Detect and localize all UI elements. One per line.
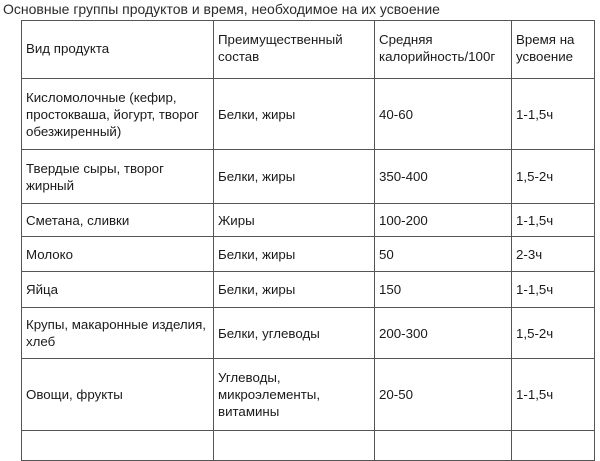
table-row	[22, 272, 595, 308]
table-row	[22, 204, 595, 237]
cell-product: Твердые сыры, творог жирный	[22, 150, 214, 204]
cell-product: Кисломолочные (кефир, простокваша, йогурт, творог обезжиренный)	[22, 79, 214, 150]
cell-calories: 40-60	[375, 79, 512, 150]
cell-composition: Белки, углеводы	[214, 308, 375, 359]
header-composition: Преимущественный состав	[214, 21, 375, 79]
cell-composition: Углеводы, микроэлементы, витамины	[214, 359, 375, 431]
cell-time: 2-3ч	[512, 237, 595, 272]
header-calories: Средняя калорийность/100г	[375, 21, 512, 79]
table-row	[22, 359, 595, 431]
cell-calories: 100-200	[375, 204, 512, 237]
cell-calories: 20-50	[375, 359, 512, 431]
cell-calories: 50	[375, 237, 512, 272]
table-row	[22, 431, 595, 461]
table-row	[22, 308, 595, 359]
cell-composition: Белки, жиры	[214, 272, 375, 308]
cell-time: 1,5-2ч	[512, 150, 595, 204]
table-row	[22, 150, 595, 204]
cell-calories: 150	[375, 272, 512, 308]
page-title: Основные группы продуктов и время, необходимое на их усвоение	[3, 1, 440, 17]
cell-time: 1-1,5ч	[512, 272, 595, 308]
cell-time: 1-1,5ч	[512, 204, 595, 237]
table-row	[22, 237, 595, 272]
cell-composition: Жиры	[214, 204, 375, 237]
cell-time: 1-1,5ч	[512, 359, 595, 431]
cell-calories: 350-400	[375, 150, 512, 204]
cell-time	[512, 431, 595, 461]
food-digestion-table	[21, 20, 595, 461]
table-row	[22, 79, 595, 150]
cell-composition: Белки, жиры	[214, 237, 375, 272]
cell-product	[22, 431, 214, 461]
header-digestion-time: Время на усвоение	[512, 21, 595, 79]
cell-product: Молоко	[22, 237, 214, 272]
cell-product: Крупы, макаронные изделия, хлеб	[22, 308, 214, 359]
cell-product: Яйца	[22, 272, 214, 308]
cell-composition: Белки, жиры	[214, 150, 375, 204]
cell-time: 1-1,5ч	[512, 79, 595, 150]
table-header-row	[22, 21, 595, 79]
cell-time: 1,5-2ч	[512, 308, 595, 359]
header-product-type: Вид продукта	[22, 21, 214, 79]
cell-product: Сметана, сливки	[22, 204, 214, 237]
cell-composition	[214, 431, 375, 461]
cell-calories	[375, 431, 512, 461]
cell-product: Овощи, фрукты	[22, 359, 214, 431]
cell-composition: Белки, жиры	[214, 79, 375, 150]
cell-calories: 200-300	[375, 308, 512, 359]
